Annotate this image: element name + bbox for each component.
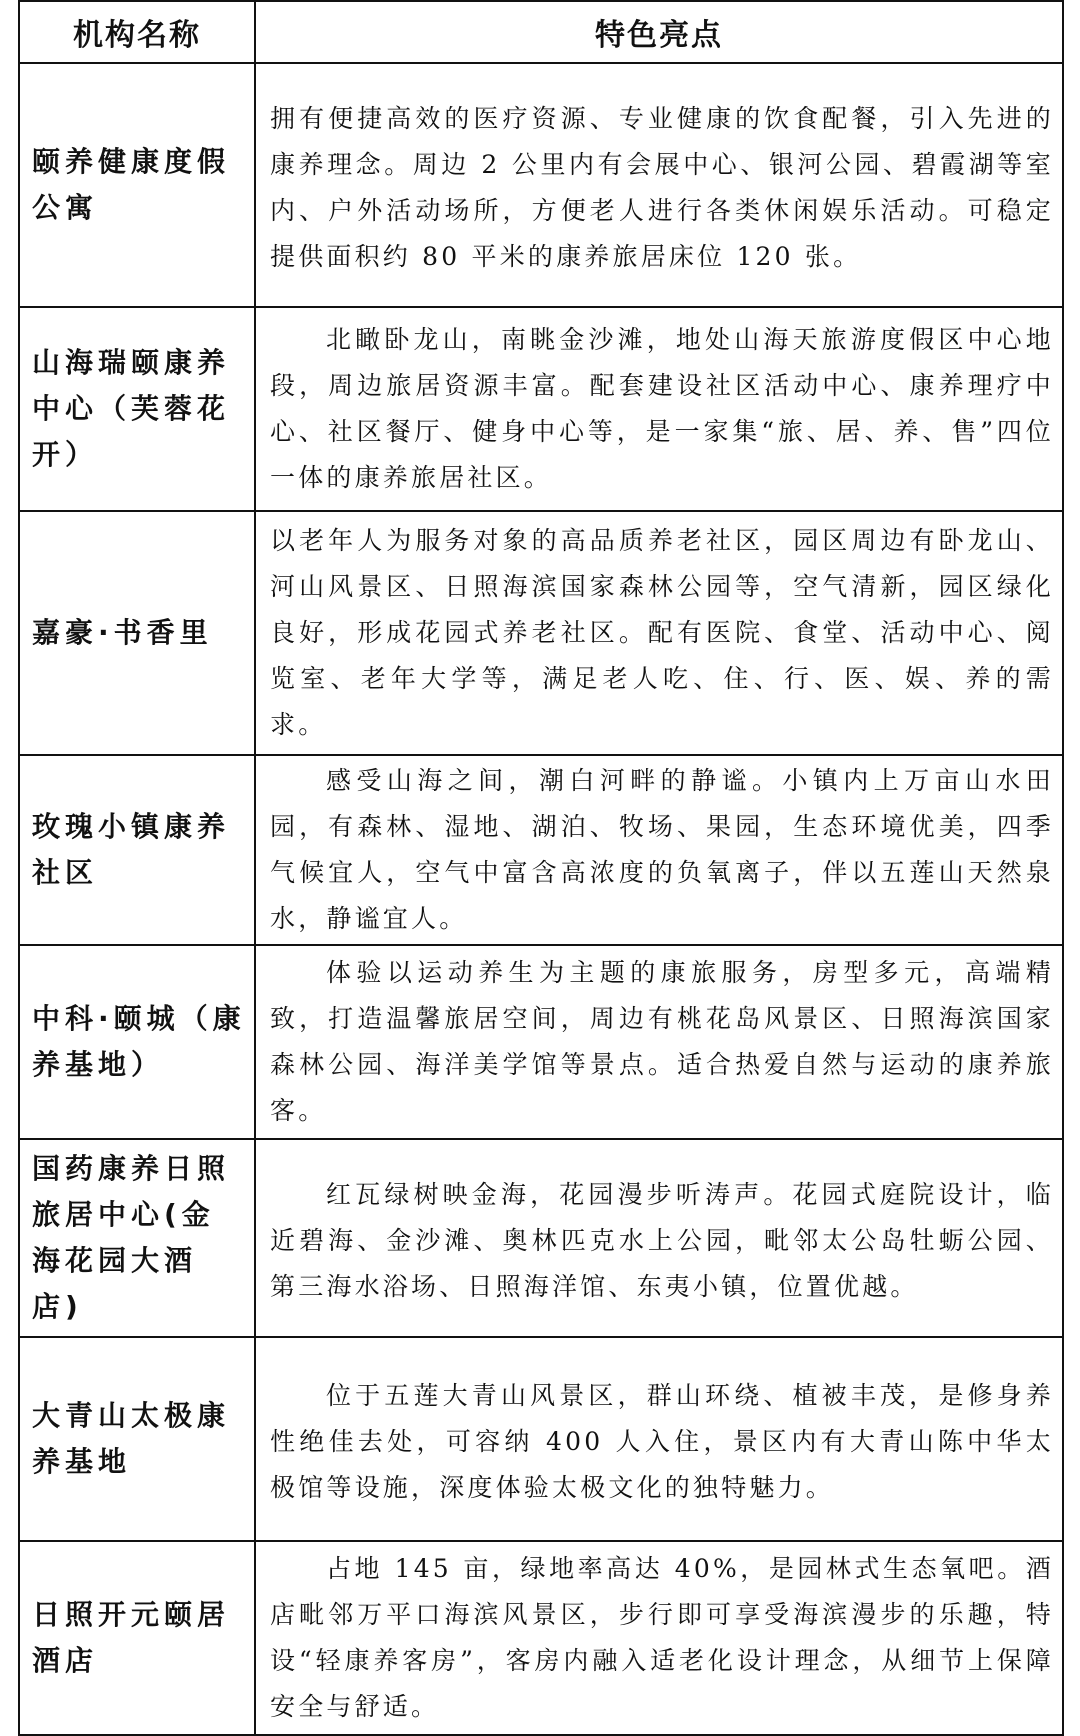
table-row: [19, 1139, 1063, 1337]
table-row: [19, 511, 1063, 755]
institution-feature: 拥有便捷高效的医疗资源、专业健康的饮食配餐，引入先进的康养理念。周边 2 公里内有会展中心、银河公园、碧霞湖等室内、户外活动场所，方便老人进行各类休闲娱乐活动。可稳定提供面积约 80 平米的康养旅居床位 120 张。: [255, 63, 1063, 307]
institution-feature: 感受山海之间，潮白河畔的静谧。小镇内上万亩山水田园，有森林、湿地、湖泊、牧场、果园，生态环境优美，四季气候宜人，空气中富含高浓度的负氧离子，伴以五莲山天然泉水，静谧宜人。: [255, 755, 1063, 945]
table-row: [19, 1337, 1063, 1541]
table-header-row: [19, 1, 1063, 63]
institution-feature: 占地 145 亩，绿地率高达 40%，是园林式生态氧吧。酒店毗邻万平口海滨风景区，步行即可享受海滨漫步的乐趣，特设“轻康养客房”，客房内融入适老化设计理念，从细节上保障安全与舒适。: [255, 1541, 1063, 1735]
institution-name: 玫瑰小镇康养社区: [19, 755, 255, 945]
table-row: [19, 945, 1063, 1139]
institution-name: 嘉豪·书香里: [19, 511, 255, 755]
institution-name: 颐养健康度假公寓: [19, 63, 255, 307]
institution-name: 山海瑞颐康养中心（芙蓉花开）: [19, 307, 255, 511]
header-feature-highlights: 特色亮点: [255, 1, 1063, 63]
table-row: [19, 1541, 1063, 1735]
institution-feature: 红瓦绿树映金海，花园漫步听涛声。花园式庭院设计，临近碧海、金沙滩、奥林匹克水上公园，毗邻太公岛牡蛎公园、第三海水浴场、日照海洋馆、东夷小镇，位置优越。: [255, 1139, 1063, 1337]
institution-name: 国药康养日照旅居中心(金海花园大酒店): [19, 1139, 255, 1337]
table-row: [19, 755, 1063, 945]
institution-name: 中科·颐城（康养基地）: [19, 945, 255, 1139]
institution-feature: 体验以运动养生为主题的康旅服务，房型多元，高端精致，打造温馨旅居空间，周边有桃花岛风景区、日照海滨国家森林公园、海洋美学馆等景点。适合热爱自然与运动的康养旅客。: [255, 945, 1063, 1139]
table-row: [19, 307, 1063, 511]
institution-name: 日照开元颐居酒店: [19, 1541, 255, 1735]
institution-table: [18, 0, 1064, 1736]
institution-feature: 位于五莲大青山风景区，群山环绕、植被丰茂，是修身养性绝佳去处，可容纳 400 人入住，景区内有大青山陈中华太极馆等设施，深度体验太极文化的独特魅力。: [255, 1337, 1063, 1541]
header-institution-name: 机构名称: [19, 1, 255, 63]
institution-feature: 北瞰卧龙山，南眺金沙滩，地处山海天旅游度假区中心地段，周边旅居资源丰富。配套建设社区活动中心、康养理疗中心、社区餐厅、健身中心等，是一家集“旅、居、养、售”四位一体的康养旅居社区。: [255, 307, 1063, 511]
institution-name: 大青山太极康养基地: [19, 1337, 255, 1541]
table-row: [19, 63, 1063, 307]
institution-feature: 以老年人为服务对象的高品质养老社区，园区周边有卧龙山、河山风景区、日照海滨国家森林公园等，空气清新，园区绿化良好，形成花园式养老社区。配有医院、食堂、活动中心、阅览室、老年大学等，满足老人吃、住、行、医、娱、养的需求。: [255, 511, 1063, 755]
